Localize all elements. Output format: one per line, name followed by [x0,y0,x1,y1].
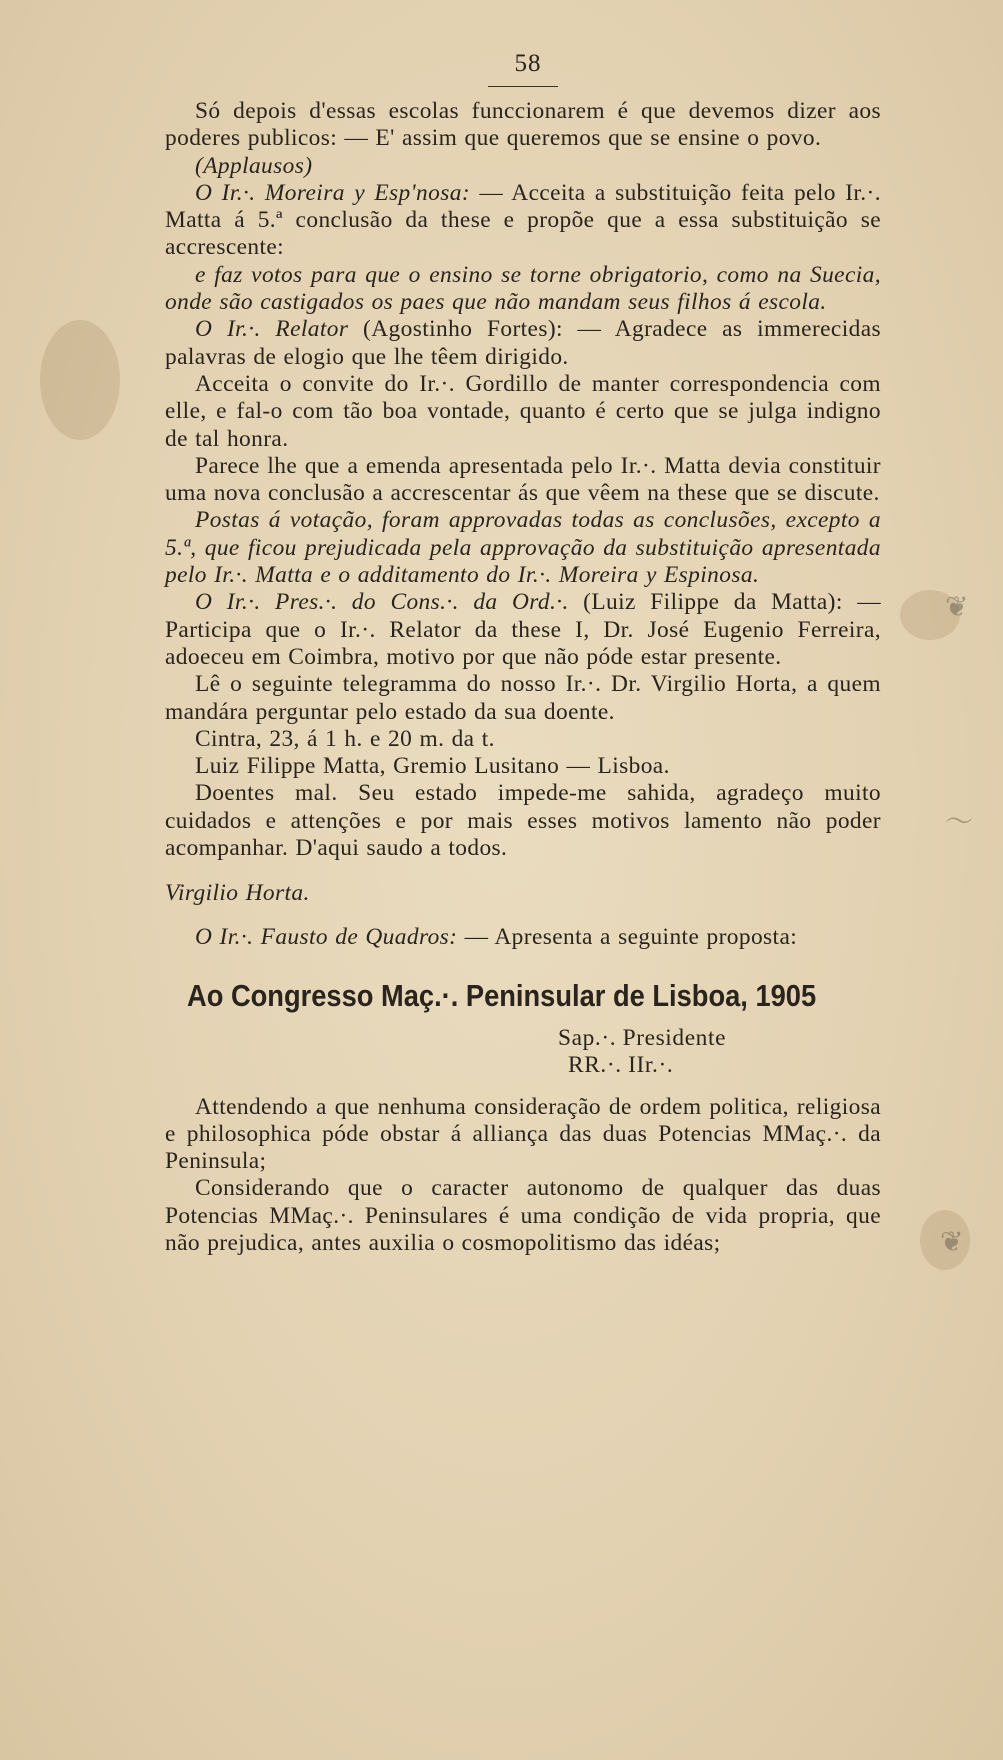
speaker-name: O Ir.·. Fausto de Quadros: [195,923,458,950]
signature: Virgilio Horta. [165,880,310,907]
salutation-line: Sap.·. Presidente [558,1024,727,1051]
paragraph-italic: e faz votos para que o ensino se torne obrigatorio, como na Suecia, onde são castigados os paes que não mandam seus filhos á escola. [165,261,881,316]
paragraph-italic: Postas á votação, foram approvadas todas as conclusões, excepto a 5.ª, que ficou prejudicada pela approvação da substituição apresentada pelo Ir.·. Matta e o additamento do Ir.·. Moreira y Espinosa. [165,507,881,589]
margin-ornament-icon: ❦ [940,1227,964,1258]
margin-ornament-icon: 〜 [945,807,974,838]
applause-note: (Applausos) [195,152,313,179]
telegram-address: Luiz Filippe Matta, Gremio Lusitano — Lisboa. [195,753,670,780]
paragraph: Lê o seguinte telegramma do nosso Ir.·. Dr. Virgilio Horta, a quem mandára perguntar pelo estado da sua doente. [165,671,881,725]
proposal-heading: Ao Congresso Maç.·. Peninsular de Lisboa, 1905 [187,977,817,1013]
speaker-name: O Ir.·. Relator [195,316,349,343]
paragraph: Só depois d'essas escolas funccionarem é que devemos dizer aos poderes publicos: — E' assim que queremos que se ensine o povo. [165,98,881,152]
paper-stain [40,320,120,440]
speaker-name: O Ir.·. Pres.·. do Cons.·. da Ord.·. [195,589,569,616]
margin-ornament-icon: ❦ [945,592,969,623]
paragraph [165,180,881,262]
paragraph: Parece lhe que a emenda apresentada pelo Ir.·. Matta devia constituir uma nova conclusão a accrescentar ás que vêem na these que se discute. [165,452,881,507]
speech-text: — Acceita a substituição feita pelo Ir.·. Matta á 5.ª conclusão da these e propõe que a essa substituição se accrescente: [165,179,881,261]
speech-text: (Agostinho Fortes): — Agradece as immerecidas palavras de elogio que lhe têem dirigido. [165,316,881,370]
text-body [165,98,881,1257]
page-number-rule [488,86,558,87]
speech-text: (Luiz Filippe da Matta): — Participa que o Ir.·. Relator da these I, Dr. José Eugenio Ferreira, adoeceu em Coimbra, motivo por que não póde estar presente. [165,589,881,670]
telegram-date: Cintra, 23, á 1 h. e 20 m. da t. [195,725,495,752]
speech-text: — Apresenta a seguinte proposta: [457,923,798,950]
speaker-name: O Ir.·. Moreira y Esp'nosa: [195,179,471,206]
salutation-line: RR.·. IIr.·. [568,1052,674,1079]
paragraph [165,589,881,671]
paragraph [165,924,881,951]
paragraph: Attendendo a que nenhuma consideração de ordem politica, religiosa e philosophica póde obstar á alliança das duas Potencias MMaç.·. da Peninsula; [165,1093,881,1175]
paragraph: Considerando que o caracter autonomo de qualquer das duas Potencias MMaç.·. Peninsulares é uma condição de vida propria, que não prejudica, antes auxilia o cosmopolitismo das idéas; [165,1175,881,1256]
telegram-body: Doentes mal. Seu estado impede-me sahida, agradeço muito cuidados e attenções e por mais esses motivos lamento não poder acompanhar. D'aqui saudo a todos. [165,780,881,862]
page-number: 58 [514,50,542,77]
paragraph [165,316,881,371]
paragraph: Acceita o convite do Ir.·. Gordillo de manter correspondencia com elle, e fal-o com tão boa vontade, quanto é certo que se julga indigno de tal honra. [165,370,881,452]
